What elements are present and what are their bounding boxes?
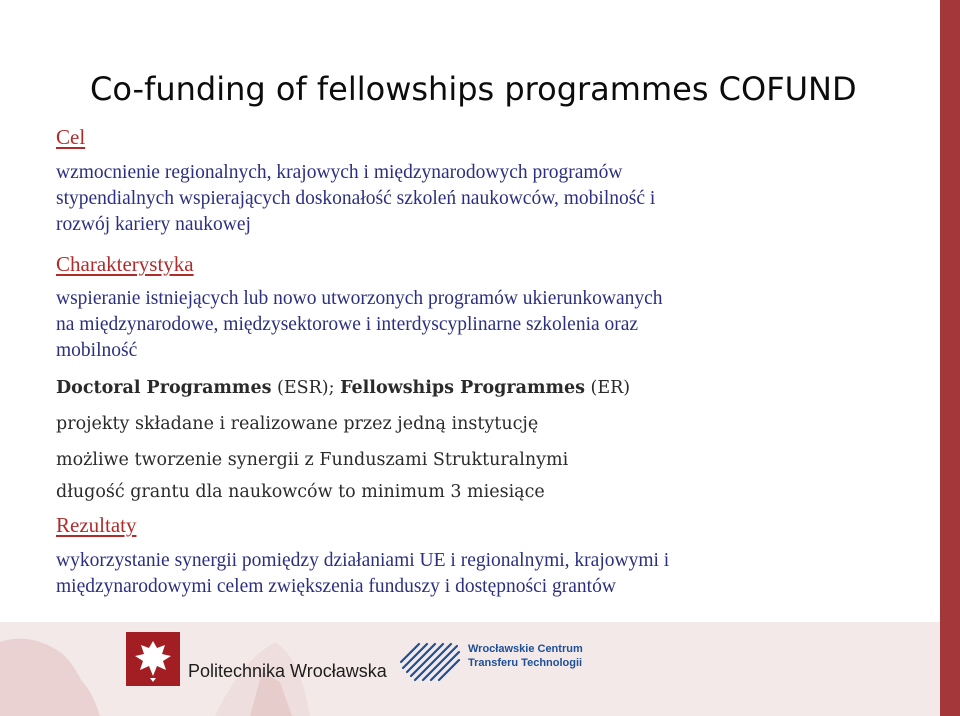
doctoral-programmes: Doctoral Programmes bbox=[56, 378, 272, 398]
wctt-logo-line1: Wrocławskie Centrum bbox=[468, 643, 583, 655]
char-line-3: mobilność bbox=[56, 340, 138, 361]
section-body-rezultaty bbox=[56, 548, 669, 600]
rez-line-2: międzynarodowymi celem zwiększenia funduszy i dostępności grantów bbox=[56, 576, 616, 597]
wctt-logo-line2: Transferu Technologii bbox=[468, 657, 583, 669]
accent-bar bbox=[940, 0, 960, 716]
section-heading-cel: Cel bbox=[56, 125, 86, 149]
fact-line-1: projekty składane i realizowane przez jedną instytucję bbox=[56, 414, 539, 434]
char-line-1: wspieranie istniejących lub nowo utworzonych programów ukierunkowanych bbox=[56, 288, 663, 309]
programmes-line bbox=[56, 378, 630, 398]
cel-line-2: stypendialnych wspierających doskonałość szkoleń naukowców, mobilność i bbox=[56, 188, 656, 209]
fellowships-programmes: Fellowships Programmes bbox=[340, 378, 585, 398]
diagonal-lines-icon bbox=[397, 636, 463, 682]
section-heading-rezultaty: Rezultaty bbox=[56, 513, 137, 537]
doctoral-abbr: (ESR); bbox=[271, 378, 341, 398]
section-body-charakterystyka bbox=[56, 286, 663, 364]
slide-title: Co-funding of fellowships programmes COFUND bbox=[90, 70, 857, 108]
fact-line-2: możliwe tworzenie synergii z Funduszami Strukturalnymi bbox=[56, 450, 569, 470]
cel-line-3: rozwój kariery naukowej bbox=[56, 214, 251, 235]
pwr-logo-crest bbox=[126, 632, 180, 686]
wctt-logo-mark bbox=[397, 636, 463, 682]
eagle-crest-icon bbox=[126, 632, 180, 686]
pwr-logo-name: Politechnika Wrocławska bbox=[188, 661, 387, 681]
fact-line-3: długość grantu dla naukowców to minimum 3 miesiące bbox=[56, 482, 545, 502]
section-heading-charakterystyka: Charakterystyka bbox=[56, 252, 194, 276]
fellowships-abbr: (ER) bbox=[584, 378, 631, 398]
cel-line-1: wzmocnienie regionalnych, krajowych i międzynarodowych programów bbox=[56, 162, 623, 183]
section-body-cel bbox=[56, 160, 655, 238]
rez-line-1: wykorzystanie synergii pomiędzy działaniami UE i regionalnymi, krajowymi i bbox=[56, 550, 670, 571]
char-line-2: na międzynarodowe, międzysektorowe i interdyscyplinarne szkolenia oraz bbox=[56, 314, 639, 335]
